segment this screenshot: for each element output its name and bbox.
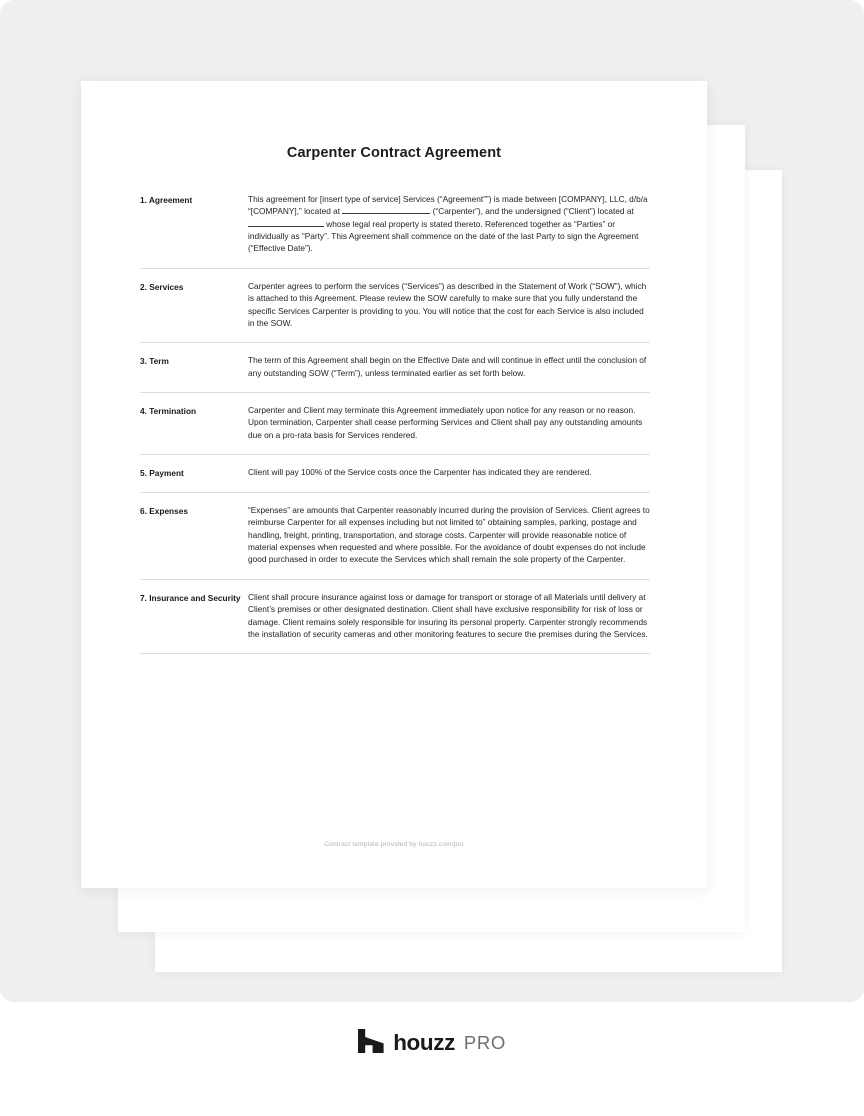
section-text-part: (“Carpenter”), and the undersigned (“Client”) located at [430,206,634,217]
section-text: Carpenter agrees to perform the services (“Services”) as described in the Statement of Work (“SOW”), which is attached to this Agreement. Please review the SOW carefully to make sure that you fully understand the specific Services Carpenter is providing to you. You will notice that the cost for each Service is also included in the SOW. [248,280,647,328]
contract-page [81,81,707,888]
contract-section-payment [140,454,650,492]
section-label: 6. Expenses [140,506,188,517]
contract-section-services [140,268,650,342]
section-label: 2. Services [140,281,184,292]
fill-in-blank-client-address[interactable] [248,226,324,227]
section-text [248,193,650,255]
contract-section-expenses [140,492,650,579]
section-text: “Expenses” are amounts that Carpenter reasonably incurred during the provision of Services. Client agrees to reimburse Carpenter for all expenses including but not limited to” obtaining samples, parking, postage and handling, freight, printing, transportation, and storage costs. Carpenter will provide reasonable notice of material expenses when requested and where possible. For the avoidance of doubt expenses do not include good purchased in order to execute the Services which shall remain the sole property of the Carpenter. [248,505,650,565]
document-title: Carpenter Contract Agreement [286,145,502,161]
section-text: Carpenter and Client may terminate this Agreement immediately upon notice for any reason or no reason. Upon termination, Carpenter shall cease performing Services and Client shall pay any outstanding amounts due on a pro-rata basis for Services rendered. [248,404,643,440]
section-text: The term of this Agreement shall begin on the Effective Date and will continue in effect until the conclusion of any outstanding SOW (“Term”), unless terminated earlier as set forth below. [248,355,647,378]
brand-suffix: PRO [463,1032,506,1054]
houzz-pro-logo [0,1029,864,1058]
fill-in-blank-carpenter-address[interactable] [342,213,430,214]
section-label: 5. Payment [140,468,184,479]
brand-wordmark: houzz [393,1030,455,1056]
section-text-part: This agreement for [insert type of service] Services (“Agreement””) is made between [COMPANY], LLC, d/b/a “[COMPANY],” located at [248,194,648,217]
section-label: 1. Agreement [140,195,193,205]
contract-section-agreement [140,188,650,268]
section-divider-bottom [140,653,650,654]
contract-section-insurance-and-security [140,579,650,653]
document-body [140,188,650,654]
section-text: Client will pay 100% of the Service costs once the Carpenter has indicated they are rendered. [248,467,592,478]
contract-section-term [140,342,650,392]
section-text-part: whose legal real property is stated thereto. Referenced together as “Parties” or individually as “Party”. This Agreement shall commence on the date of the last Party to sign the Agreement (“Effective Date”). [248,218,639,254]
section-label: 4. Termination [140,405,197,416]
section-text: Client shall procure insurance against loss or damage for transport or storage of all Materials until delivery at Client’s premises or other designated destination. Client shall have exclusive responsibility for risk of loss or damage. Client remains solely responsible for insuring its personal property. Carpenter strongly recommends the installation of security cameras and other monitoring features to secure the premises during the Services. [248,591,648,639]
section-label: 7. Insurance and Security [140,592,241,603]
document-footer-attribution: Contract template provided by houzz.com/pro [324,841,464,848]
section-label: 3. Term [140,356,169,367]
contract-section-termination [140,392,650,454]
houzz-house-icon [358,1029,384,1058]
